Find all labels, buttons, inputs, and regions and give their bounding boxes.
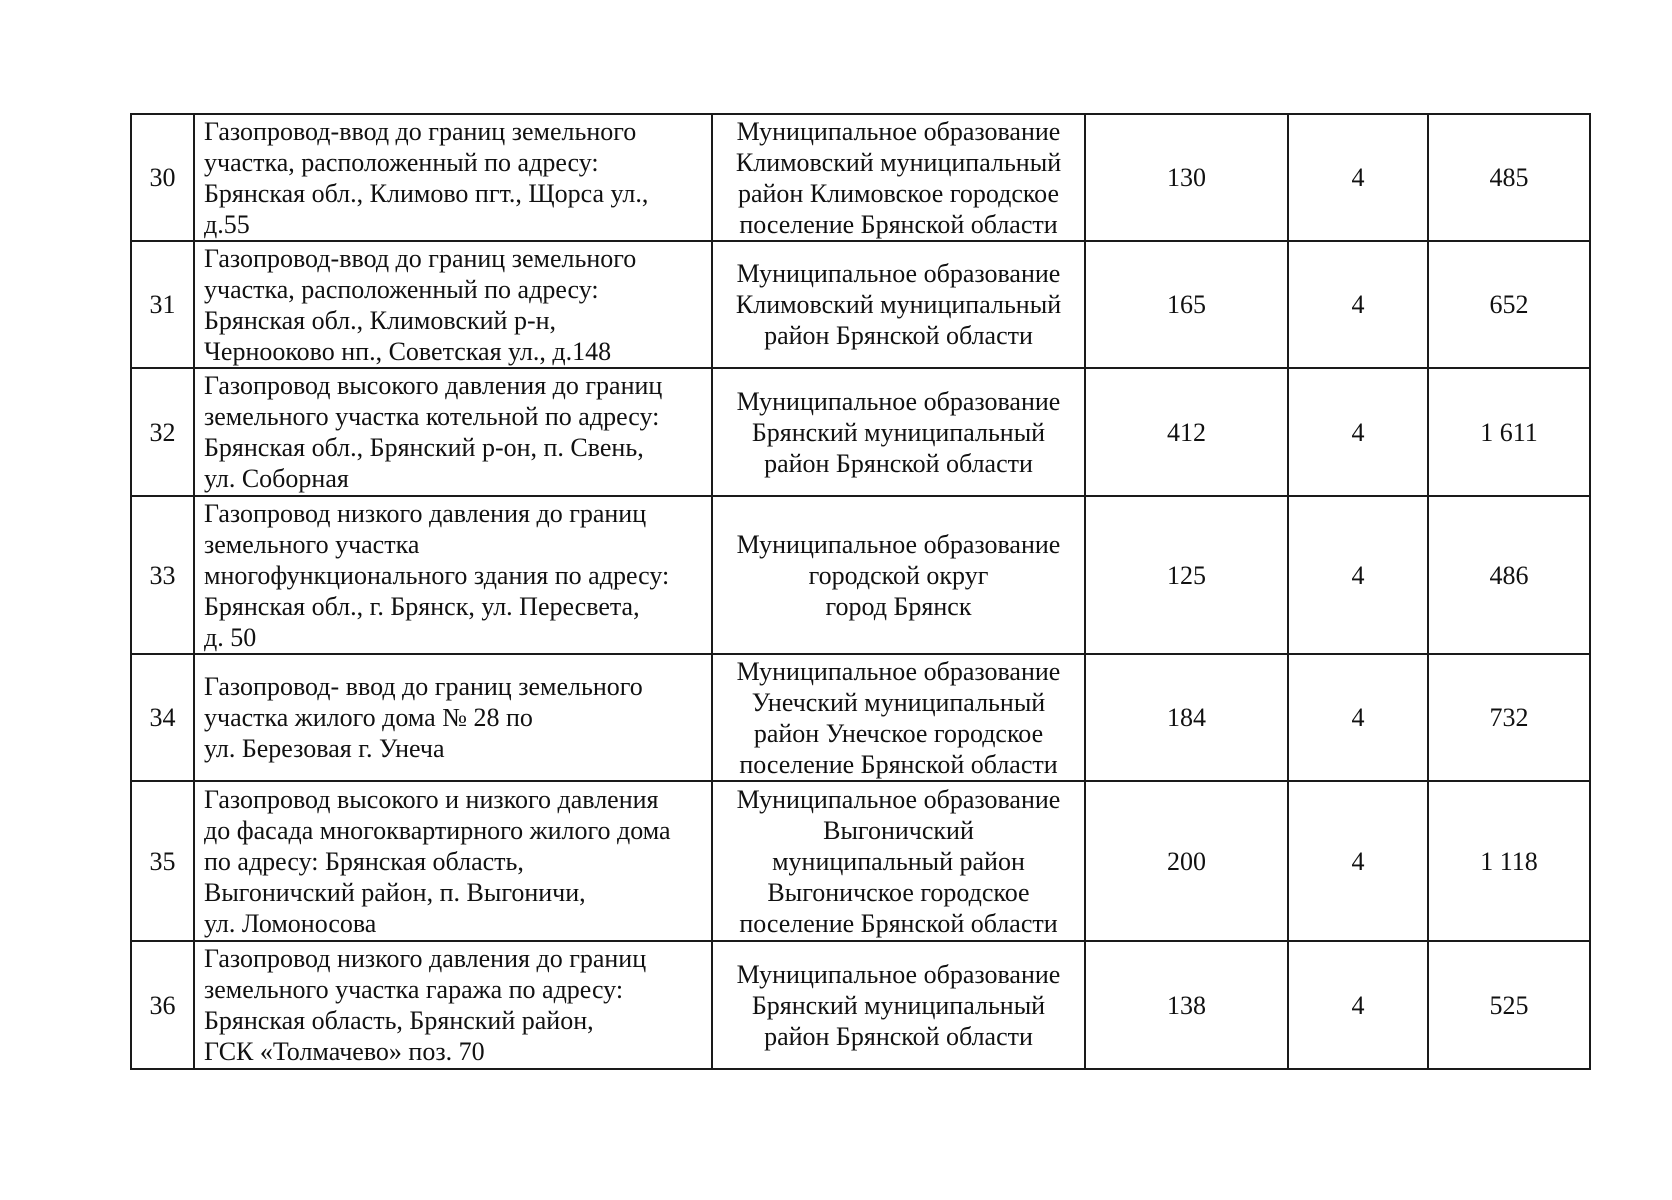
- length-value: 200: [1085, 781, 1288, 941]
- length-value: 138: [1085, 941, 1288, 1069]
- municipality: Муниципальное образование Унечский муниципальный район Унечское городское поселение Брянской области: [712, 654, 1085, 781]
- category-value: 4: [1288, 654, 1428, 781]
- table-row: [131, 241, 1590, 368]
- category-value: 4: [1288, 114, 1428, 241]
- municipality: Муниципальное образование городской округ город Брянск: [712, 496, 1085, 654]
- amount-value: 652: [1428, 241, 1590, 368]
- object-name: Газопровод- ввод до границ земельного участка жилого дома № 28 по ул. Березовая г. Унеча: [194, 654, 712, 781]
- category-value: 4: [1288, 941, 1428, 1069]
- table-row: [131, 781, 1590, 941]
- row-number: 31: [131, 241, 194, 368]
- municipality: Муниципальное образование Выгоничский муниципальный район Выгоничское городское поселение Брянской области: [712, 781, 1085, 941]
- length-value: 184: [1085, 654, 1288, 781]
- municipality: Муниципальное образование Брянский муниципальный район Брянской области: [712, 368, 1085, 496]
- amount-value: 1 118: [1428, 781, 1590, 941]
- object-name: Газопровод-ввод до границ земельного участка, расположенный по адресу: Брянская обл., Климовский р-н, Чернооково нп., Советская ул., д.148: [194, 241, 712, 368]
- table-row: [131, 114, 1590, 241]
- row-number: 30: [131, 114, 194, 241]
- object-name: Газопровод низкого давления до границ земельного участка гаража по адресу: Брянская область, Брянский район, ГСК «Толмачево» поз. 70: [194, 941, 712, 1069]
- category-value: 4: [1288, 781, 1428, 941]
- row-number: 35: [131, 781, 194, 941]
- length-value: 125: [1085, 496, 1288, 654]
- object-name: Газопровод высокого и низкого давления до фасада многоквартирного жилого дома по адресу: Брянская область, Выгоничский район, п. Выгоничи, ул. Ломоносова: [194, 781, 712, 941]
- table-row: [131, 368, 1590, 496]
- row-number: 32: [131, 368, 194, 496]
- amount-value: 1 611: [1428, 368, 1590, 496]
- object-name: Газопровод низкого давления до границ земельного участка многофункционального здания по адресу: Брянская обл., г. Брянск, ул. Пересвета, д. 50: [194, 496, 712, 654]
- municipality: Муниципальное образование Климовский муниципальный район Брянской области: [712, 241, 1085, 368]
- table-row: [131, 496, 1590, 654]
- amount-value: 485: [1428, 114, 1590, 241]
- municipality: Муниципальное образование Климовский муниципальный район Климовское городское поселение Брянской области: [712, 114, 1085, 241]
- category-value: 4: [1288, 241, 1428, 368]
- object-name: Газопровод-ввод до границ земельного участка, расположенный по адресу: Брянская обл., Климово пгт., Щорса ул., д.55: [194, 114, 712, 241]
- amount-value: 732: [1428, 654, 1590, 781]
- gas-pipeline-table: [130, 113, 1591, 1070]
- table-row: [131, 654, 1590, 781]
- amount-value: 525: [1428, 941, 1590, 1069]
- amount-value: 486: [1428, 496, 1590, 654]
- row-number: 34: [131, 654, 194, 781]
- category-value: 4: [1288, 496, 1428, 654]
- municipality: Муниципальное образование Брянский муниципальный район Брянской области: [712, 941, 1085, 1069]
- object-name: Газопровод высокого давления до границ земельного участка котельной по адресу: Брянская обл., Брянский р-он, п. Свень, ул. Соборная: [194, 368, 712, 496]
- table-row: [131, 941, 1590, 1069]
- category-value: 4: [1288, 368, 1428, 496]
- length-value: 412: [1085, 368, 1288, 496]
- row-number: 33: [131, 496, 194, 654]
- length-value: 165: [1085, 241, 1288, 368]
- length-value: 130: [1085, 114, 1288, 241]
- row-number: 36: [131, 941, 194, 1069]
